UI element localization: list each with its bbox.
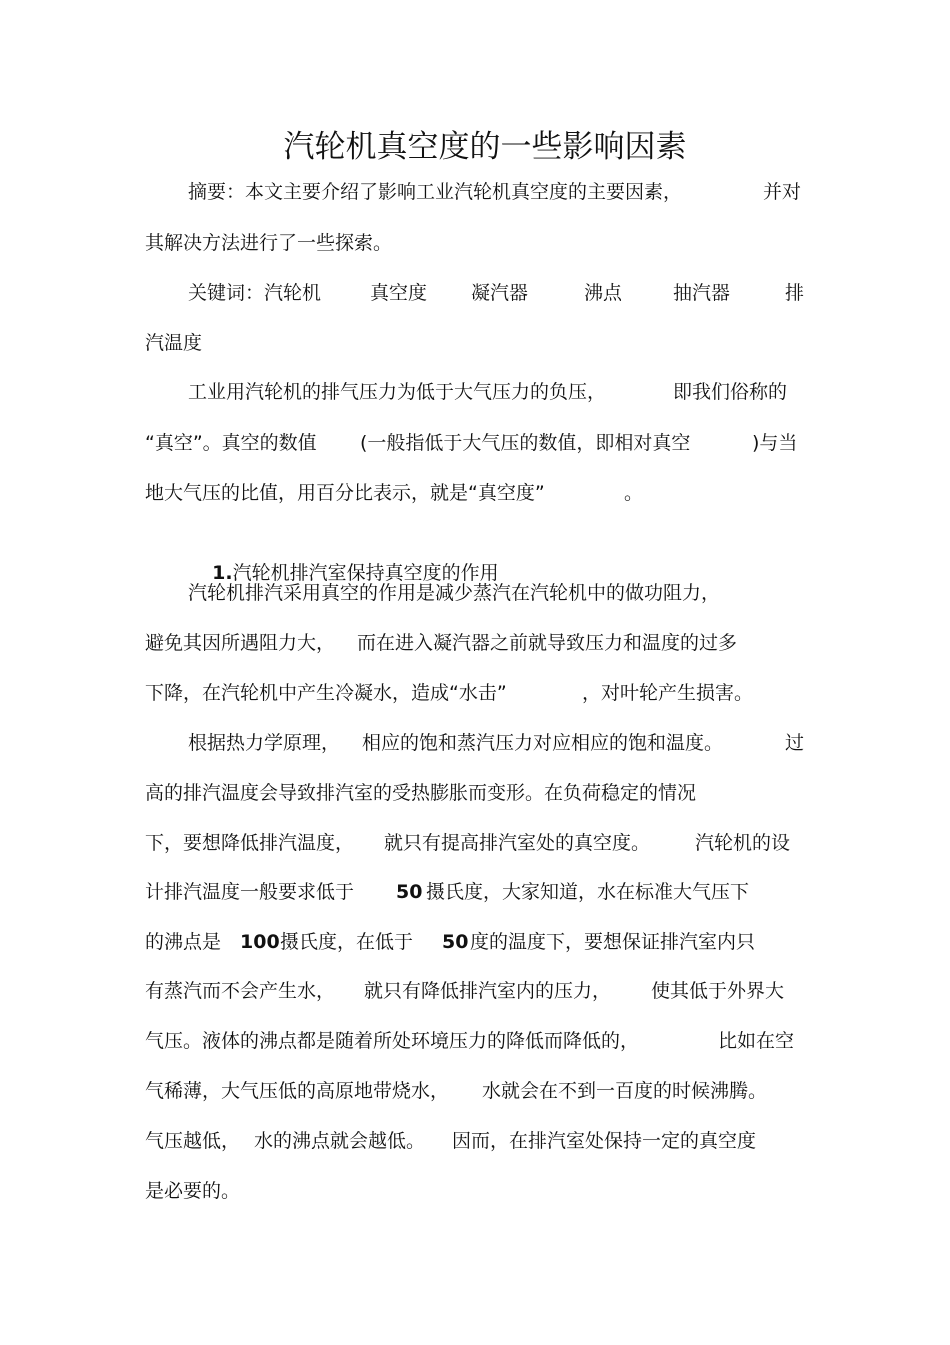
paragraph-line: 度的温度下，要想保证排汽室内只 (470, 931, 756, 953)
paragraph-line: 汽轮机排汽采用真空的作用是减少蒸汽在汽轮机中的做功阻力， (188, 582, 721, 604)
keyword: 真空度 (370, 282, 428, 304)
section-number: 1. (212, 562, 233, 584)
paragraph-line: 相应的饱和蒸汽压力对应相应的饱和温度。 (362, 732, 724, 754)
paragraph-line: 下，要想降低排汽温度， (145, 832, 355, 854)
paragraph-line: ，对叶轮产生损害。 (582, 682, 754, 704)
paragraph-line: 下降，在汽轮机中产生冷凝水，造成“水击” (145, 682, 507, 704)
paragraph-line: 根据热力学原理， (188, 732, 341, 754)
paragraph-line: 摄氏度，在低于 (280, 931, 414, 953)
paragraph-line: 水就会在不到一百度的时候沸腾。 (482, 1080, 768, 1102)
paragraph-line: (一般指低于大气压的数值，即相对真空 (360, 432, 691, 454)
keyword: 汽温度 (145, 332, 203, 354)
paragraph-line: 使其低于外界大 (651, 980, 785, 1002)
paragraph-line: 过 (785, 732, 805, 754)
paragraph-line: 摄氏度，大家知道，水在标准大气压下 (426, 881, 750, 903)
keyword: 排 (785, 282, 805, 304)
keywords-label: 关键词：汽轮机 (188, 282, 322, 304)
paragraph-line: 汽轮机的设 (695, 832, 791, 854)
keyword: 抽汽器 (673, 282, 731, 304)
number-value: 100 (240, 931, 280, 953)
paragraph-line: 的沸点是 (145, 931, 222, 953)
paragraph-line: 避免其因所遇阻力大， (145, 632, 336, 654)
paragraph-line: 就只有降低排汽室内的压力， (364, 980, 612, 1002)
keyword: 沸点 (584, 282, 623, 304)
paragraph-line: 气压。液体的沸点都是随着所处环境压力的降低而降低的， (145, 1030, 640, 1052)
paragraph-line: 而在进入凝汽器之前就导致压力和温度的过多 (357, 632, 738, 654)
paragraph-line: 地大气压的比值，用百分比表示，就是“真空度” (145, 482, 545, 504)
paragraph-line: 因而，在排汽室处保持一定的真空度 (452, 1130, 757, 1152)
paragraph-line: 计排汽温度一般要求低于 (145, 881, 355, 903)
section-heading-text: 汽轮机排汽室保持真空度的作用 (232, 562, 499, 584)
document-title: 汽轮机真空度的一些影响因素 (283, 129, 687, 165)
number-value: 50 (396, 881, 423, 903)
abstract-line: 其解决方法进行了一些探索。 (145, 232, 393, 254)
paragraph-line: 工业用汽轮机的排气压力为低于大气压力的负压， (188, 381, 607, 403)
paragraph-line: )与当 (752, 432, 798, 454)
paragraph-line: 比如在空 (718, 1030, 795, 1052)
keyword: 凝汽器 (471, 282, 529, 304)
paragraph-line: 高的排汽温度会导致排汽室的受热膨胀而变形。在负荷稳定的情况 (145, 782, 697, 804)
paragraph-line: 气压越低， (145, 1130, 241, 1152)
abstract-line-tail: 并对 (763, 181, 802, 203)
number-value: 50 (442, 931, 469, 953)
paragraph-line: 就只有提高排汽室处的真空度。 (384, 832, 651, 854)
paragraph-line: “真空”。真空的数值 (145, 432, 317, 454)
paragraph-line: 即我们俗称的 (673, 381, 788, 403)
paragraph-line: 。 (624, 482, 644, 504)
paragraph-line: 气稀薄，大气压低的高原地带烧水， (145, 1080, 450, 1102)
paragraph-line: 是必要的。 (145, 1180, 241, 1202)
abstract-line: 摘要：本文主要介绍了影响工业汽轮机真空度的主要因素， (188, 181, 683, 203)
paragraph-line: 水的沸点就会越低。 (254, 1130, 426, 1152)
paragraph-line: 有蒸汽而不会产生水， (145, 980, 336, 1002)
